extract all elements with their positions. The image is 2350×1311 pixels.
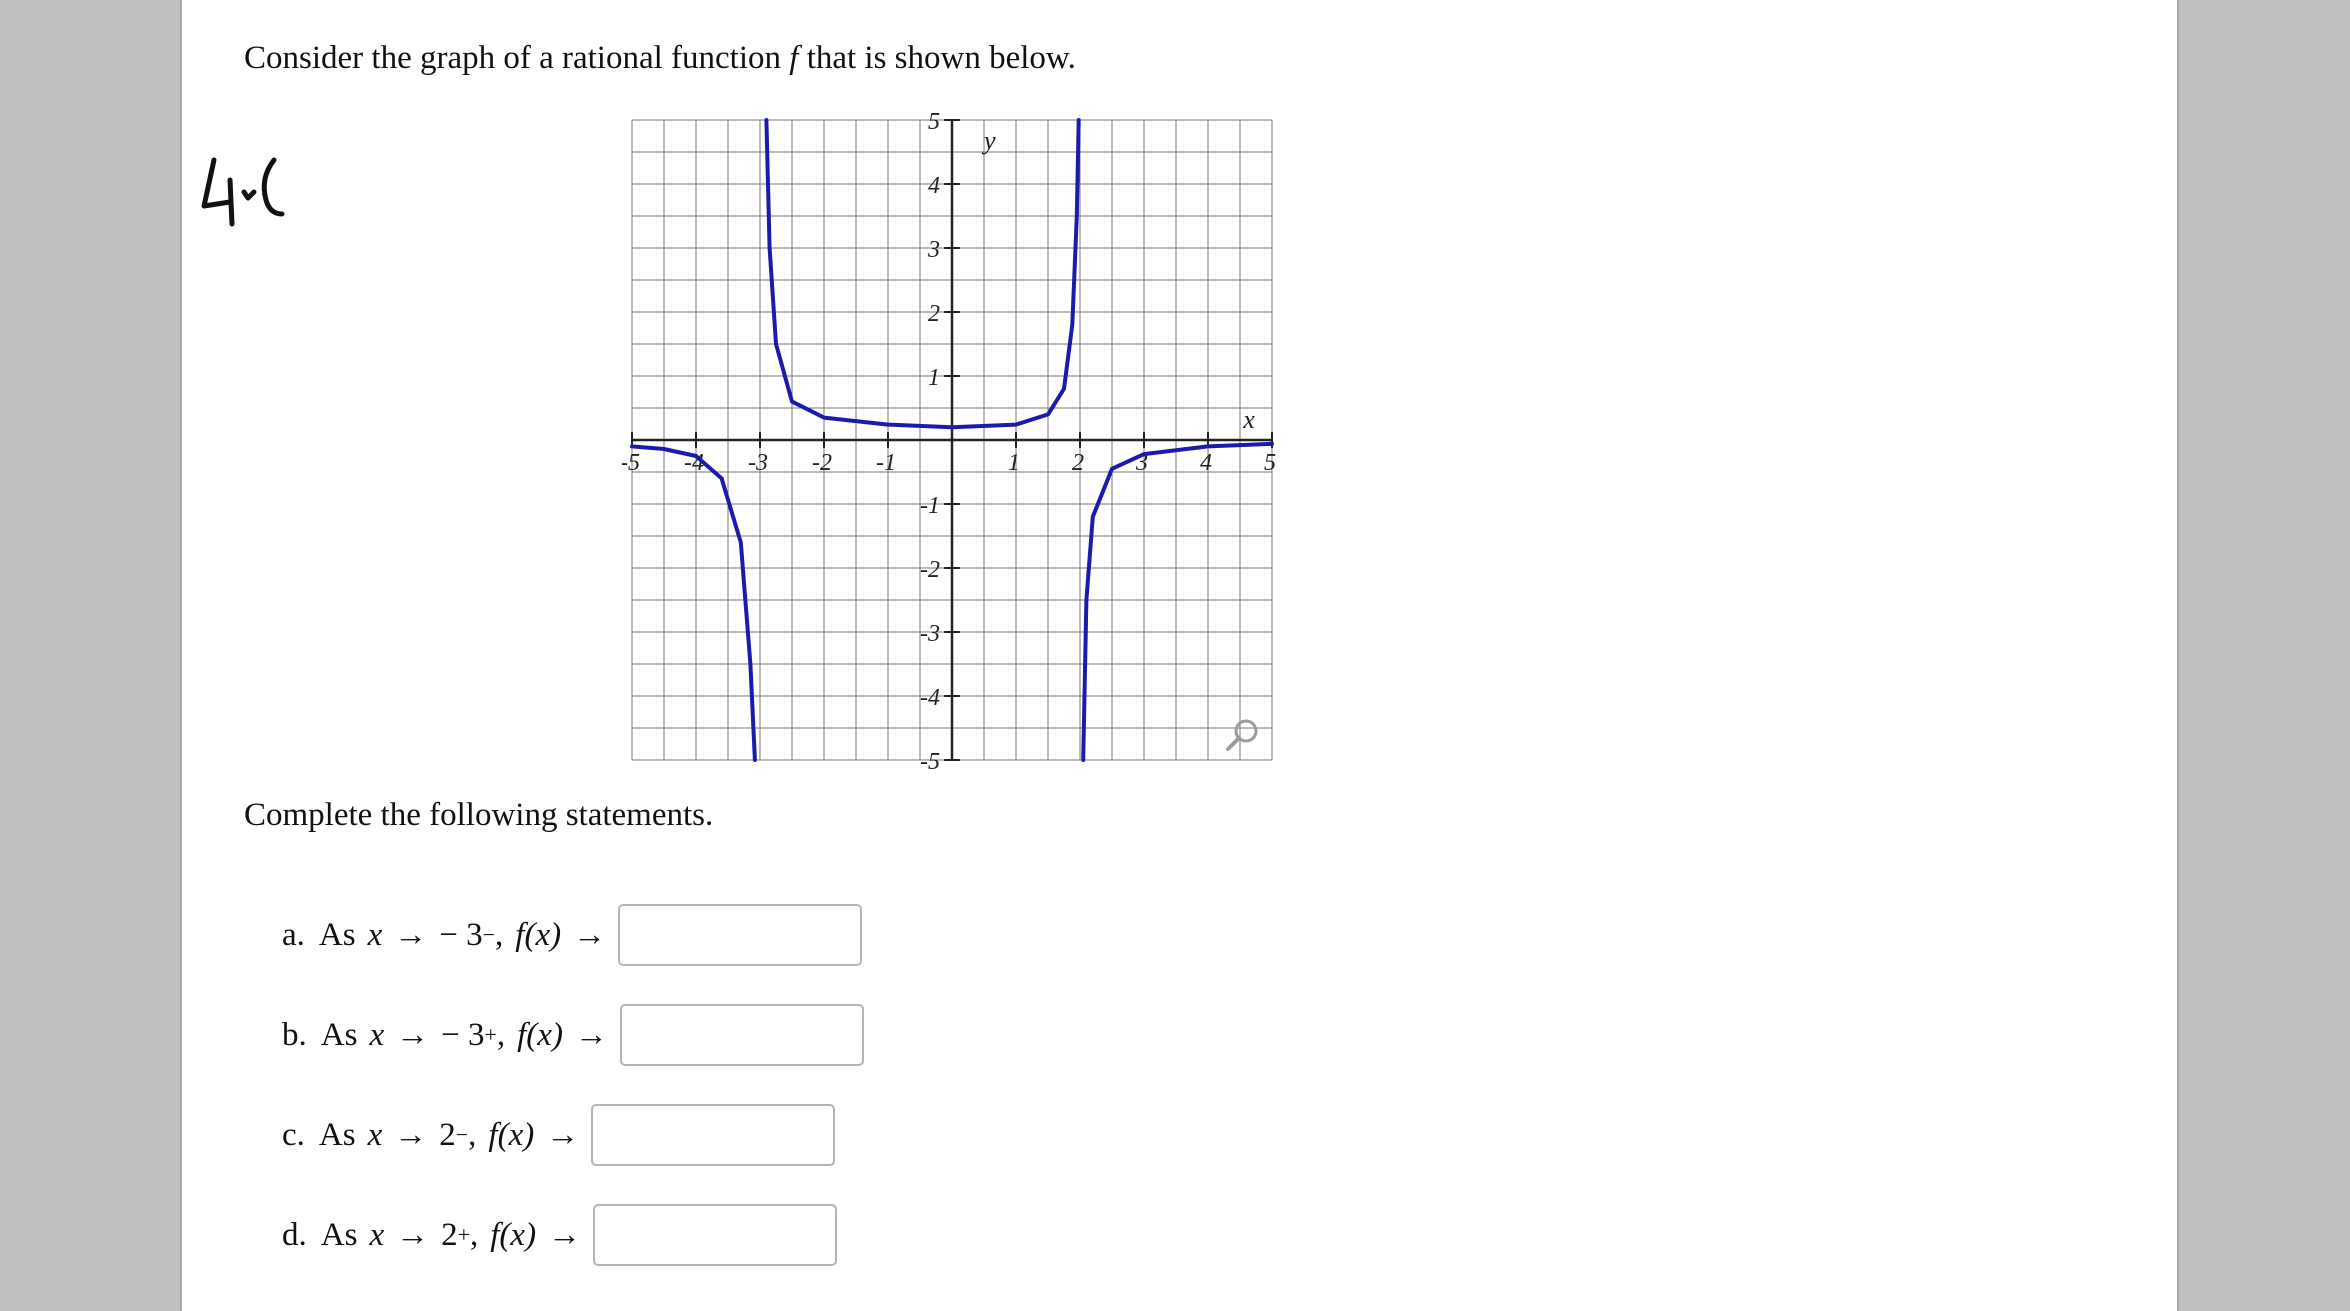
x-tick-label: 4 [1200, 450, 1212, 476]
statement-letter: b. [282, 1016, 307, 1053]
statement-var: x [367, 1116, 383, 1153]
y-tick-label: 1 [928, 365, 940, 391]
x-tick-label: 2 [1072, 450, 1084, 476]
statement-letter: c. [282, 1116, 305, 1153]
graph-svg [622, 110, 1282, 770]
question-intro [244, 40, 1076, 77]
y-tick-label: 4 [928, 173, 940, 199]
statement-letter: d. [282, 1216, 307, 1253]
x-tick-label: -3 [748, 450, 768, 476]
statement-side: + [457, 1222, 471, 1247]
statement-func: f(x) [515, 916, 562, 953]
statement-a: a. As x → − 3 − , f(x) → [282, 903, 862, 967]
statement-var: x [369, 1216, 385, 1253]
statement-as: As [318, 1116, 356, 1153]
question-page [180, 0, 2179, 1311]
statement-arrow: → [394, 916, 428, 953]
statement-result-arrow: → [574, 1016, 608, 1053]
y-tick-label: -4 [920, 685, 940, 711]
statement-func: f(x) [488, 1116, 535, 1153]
complete-instruction: Complete the following statements. [244, 797, 714, 833]
statement-arrow: → [396, 1216, 430, 1253]
statement-side: − [455, 1122, 469, 1147]
y-tick-label: 2 [928, 301, 940, 327]
intro-function-name: f [789, 40, 799, 76]
statement-b: b. As x → − 3 + , f(x) → [282, 1003, 864, 1067]
y-tick-label: -1 [920, 493, 940, 519]
statement-target: − 3 [439, 916, 483, 953]
intro-prefix: Consider the graph of a rational function [244, 40, 790, 76]
statement-target: 2 [439, 1116, 456, 1153]
x-tick-label: 3 [1136, 450, 1148, 476]
statement-arrow: → [396, 1016, 430, 1053]
x-axis-label: x [1243, 405, 1255, 434]
statement-target: − 3 [441, 1016, 485, 1053]
y-tick-label: 5 [928, 110, 940, 135]
curve-branch-1 [632, 446, 755, 760]
statement-c: c. As x → 2 − , f(x) → [282, 1103, 835, 1167]
statement-result-arrow: → [546, 1116, 580, 1153]
x-tick-label: 1 [1008, 450, 1020, 476]
answer-input-c[interactable] [591, 1104, 835, 1166]
x-tick-label: -4 [684, 450, 704, 476]
statement-d: d. As x → 2 + , f(x) → [282, 1203, 837, 1267]
answer-input-d[interactable] [593, 1204, 837, 1266]
curve-branch-2 [766, 120, 1078, 427]
function-graph [622, 110, 1282, 775]
statement-var: x [367, 916, 383, 953]
statement-as: As [320, 1016, 358, 1053]
statement-side: + [484, 1022, 497, 1047]
statement-arrow: → [394, 1116, 428, 1153]
x-tick-label: -5 [622, 450, 640, 476]
statement-func: f(x) [490, 1216, 537, 1253]
statement-result-arrow: → [573, 916, 607, 953]
statement-as: As [318, 916, 356, 953]
statement-target: 2 [441, 1216, 458, 1253]
y-axis-label: y [984, 125, 996, 155]
magnifier-icon[interactable] [1222, 716, 1262, 756]
statement-func: f(x) [517, 1016, 563, 1053]
y-tick-label: -5 [920, 749, 940, 770]
handwritten-note [196, 148, 306, 238]
answer-input-b[interactable] [620, 1004, 864, 1066]
x-tick-label: -2 [812, 450, 832, 476]
answer-input-a[interactable] [618, 904, 862, 966]
statement-side: − [482, 922, 496, 947]
y-tick-label: -2 [920, 557, 940, 583]
y-tick-label: 3 [928, 237, 940, 263]
intro-suffix: that is shown below. [798, 40, 1076, 76]
statement-letter: a. [282, 916, 305, 953]
statement-var: x [369, 1016, 385, 1053]
x-tick-label: -1 [876, 450, 896, 476]
statement-result-arrow: → [548, 1216, 582, 1253]
y-tick-label: -3 [920, 621, 940, 647]
statement-as: As [320, 1216, 358, 1253]
x-tick-label: 5 [1264, 450, 1276, 476]
